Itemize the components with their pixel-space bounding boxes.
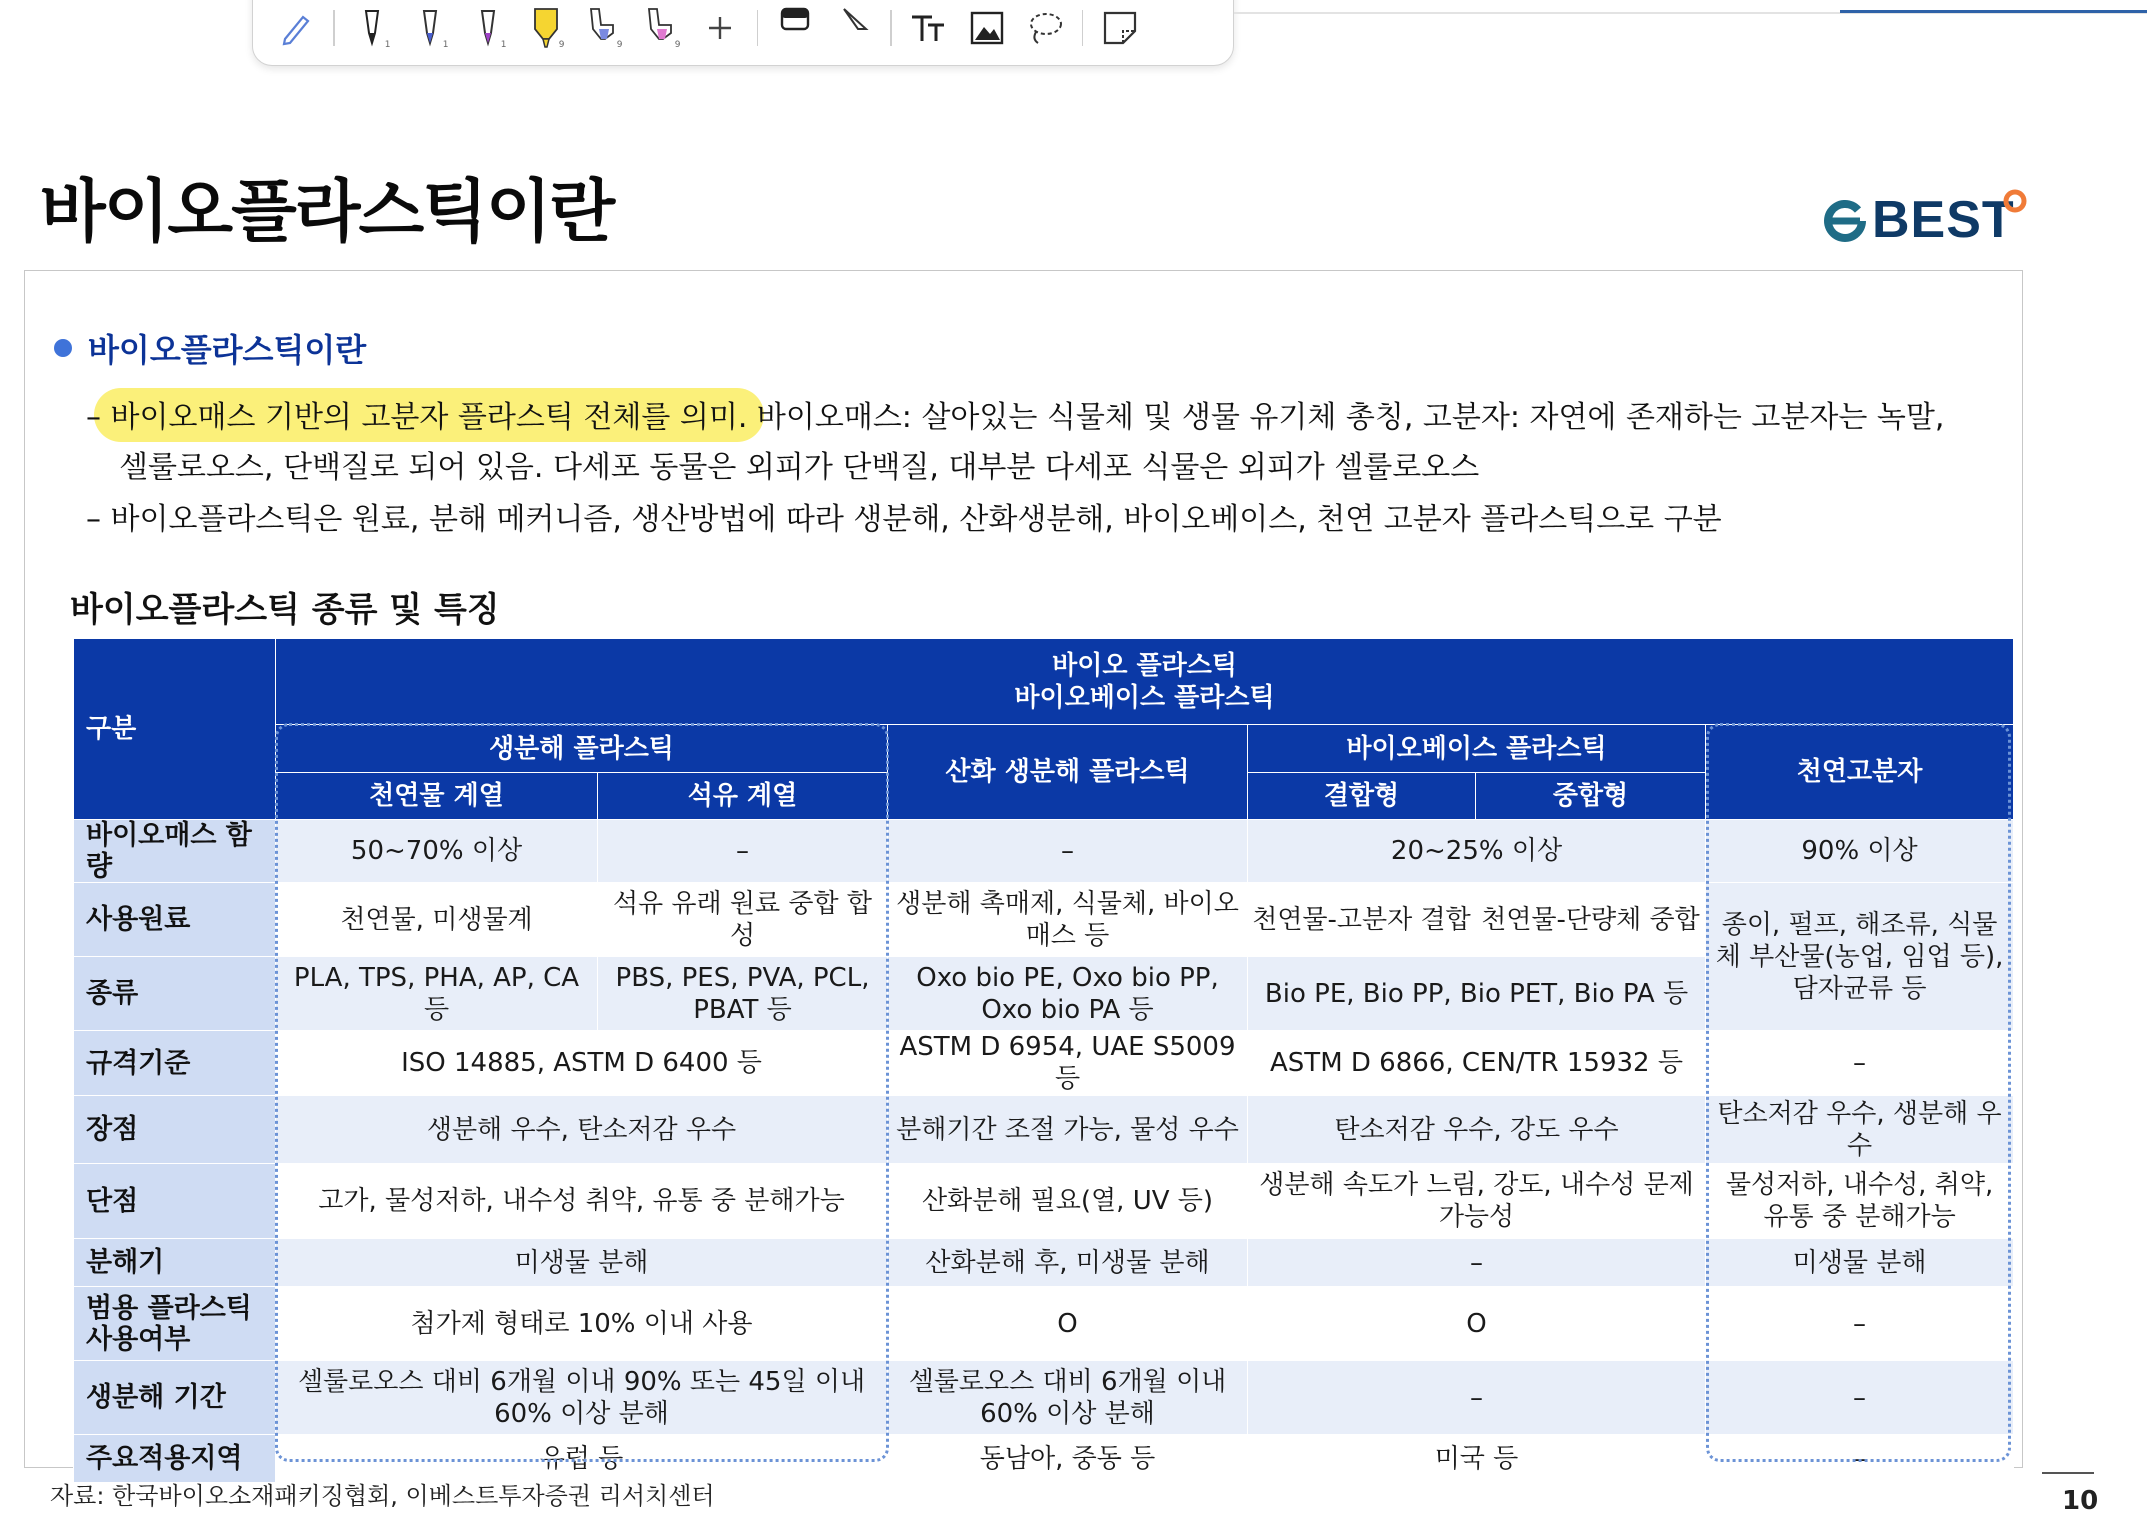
table-cell: 산화분해 필요(열, UV 등) (888, 1164, 1248, 1239)
row-label: 규격기준 (74, 1031, 276, 1096)
highlighter-size-label: 9 (558, 40, 565, 50)
row-label: 장점 (74, 1096, 276, 1164)
highlighter-blue-button[interactable] (575, 0, 633, 58)
table-cell: 첨가제 형태로 10% 이내 사용 (276, 1287, 888, 1361)
image-icon (966, 7, 1008, 49)
table-cell: ASTM D 6954, UAE S5009 등 (888, 1031, 1248, 1096)
source-note: 자료: 한국바이오소재패키징협회, 이베스트투자증권 리서치센터 (50, 1482, 715, 1510)
toolbar-separator (333, 10, 335, 46)
highlighter-size-label: 9 (616, 40, 623, 50)
row-label: 범용 플라스틱 사용여부 (74, 1287, 276, 1361)
add-tool-button[interactable] (691, 0, 749, 58)
bioplastic-table (73, 638, 2014, 1483)
row-label: 바이오매스 함량 (74, 820, 276, 883)
toolbar-separator (890, 10, 892, 46)
table-cell: – (1706, 1435, 2014, 1483)
table-cell: – (888, 820, 1248, 883)
table-cell: – (1706, 1287, 2014, 1361)
ruler-button[interactable] (824, 0, 882, 58)
eraser-icon (774, 7, 816, 49)
header-polymerized: 중합형 (1476, 773, 1706, 820)
text-icon (908, 7, 950, 49)
header-biobased: 바이오베이스 플라스틱 (1248, 725, 1706, 773)
lasso-tool-button[interactable] (1016, 0, 1074, 58)
sticky-note-icon (1099, 7, 1141, 49)
sticky-note-button[interactable] (1091, 0, 1149, 58)
text-tool-button[interactable] (900, 0, 958, 58)
header-oxo-biodegradable: 산화 생분해 플라스틱 (888, 725, 1248, 820)
highlighter-yellow-button[interactable] (517, 0, 575, 58)
table-cell: – (1706, 1031, 2014, 1096)
description-text: 바이오매스: 살아있는 식물체 및 생물 유기체 총칭, 고분자: 자연에 존재하는 고분자는 녹말, (747, 400, 1945, 435)
header-petro-series: 석유 계열 (598, 773, 888, 820)
highlighted-text: – 바이오매스 기반의 고분자 플라스틱 전체를 의미. (86, 400, 748, 435)
header-natural-polymer: 천연고분자 (1706, 725, 2014, 820)
table-row (74, 1096, 2014, 1164)
table-row (74, 1287, 2014, 1361)
drawing-toolbar (252, 0, 1234, 66)
section-heading (54, 325, 366, 371)
header-bioplastic: 바이오 플라스틱 바이오베이스 플라스틱 (276, 639, 2014, 725)
page-number: 10 (2062, 1486, 2099, 1515)
pen-blue-button[interactable] (401, 0, 459, 58)
header-corner: 구분 (74, 639, 276, 820)
plus-icon (699, 7, 741, 49)
table-cell: Oxo bio PE, Oxo bio PP, Oxo bio PA 등 (888, 957, 1248, 1031)
bullet-icon (54, 339, 72, 357)
table-cell: 분해기간 조절 가능, 물성 우수 (888, 1096, 1248, 1164)
table-cell: 탄소저감 우수, 강도 우수 (1248, 1096, 1706, 1164)
table-cell: 천연물-단량체 중합 (1476, 883, 1706, 957)
pen-black-button[interactable] (343, 0, 401, 58)
description-line-1 (86, 392, 1944, 436)
table-cell: ISO 14885, ASTM D 6400 등 (276, 1031, 888, 1096)
header-biodegradable: 생분해 플라스틱 (276, 725, 888, 773)
table-row (74, 1031, 2014, 1096)
table-cell: 물성저하, 내수성, 취약, 유통 중 분해가능 (1706, 1164, 2014, 1239)
table-cell: – (1706, 1361, 2014, 1435)
highlighter-pink-button[interactable] (633, 0, 691, 58)
image-tool-button[interactable] (958, 0, 1016, 58)
toolbar-separator (757, 10, 759, 46)
row-label: 생분해 기간 (74, 1361, 276, 1435)
table-cell: – (1248, 1361, 1706, 1435)
table-cell: O (1248, 1287, 1706, 1361)
table-cell: – (1248, 1239, 1706, 1287)
table-cell: PBS, PES, PVA, PCL, PBAT 등 (598, 957, 888, 1031)
pencil-icon (275, 7, 317, 49)
table-cell: 고가, 물성저하, 내수성 취약, 유통 중 분해가능 (276, 1164, 888, 1239)
table-row (74, 1239, 2014, 1287)
pen-size-label: 1 (442, 40, 449, 50)
table-cell: 생분해 속도가 느림, 강도, 내수성 문제 가능성 (1248, 1164, 1706, 1239)
table-cell: 생분해 우수, 탄소저감 우수 (276, 1096, 888, 1164)
table-title: 바이오플라스틱 종류 및 특징 (70, 590, 500, 630)
eraser-button[interactable] (766, 0, 824, 58)
row-label: 주요적용지역 (74, 1435, 276, 1483)
logo-text: BEST (1872, 191, 2015, 249)
table-row (74, 1164, 2014, 1239)
table-cell: 미생물 분해 (276, 1239, 888, 1287)
table-cell: 미생물 분해 (1706, 1239, 2014, 1287)
section-title: 바이오플라스틱이란 (88, 331, 367, 369)
highlighter-size-label: 9 (674, 40, 681, 50)
table-row (74, 1361, 2014, 1435)
logo-e-mark-icon (1822, 198, 1868, 244)
table-cell: 50~70% 이상 (276, 820, 598, 883)
ebest-logo (1822, 188, 2027, 258)
table-cell: ASTM D 6866, CEN/TR 15932 등 (1248, 1031, 1706, 1096)
header-combined: 결합형 (1248, 773, 1476, 820)
slide-title: 바이오플라스틱이란 (40, 173, 614, 252)
row-label: 종류 (74, 957, 276, 1031)
table-row (74, 883, 2014, 957)
table-cell: 미국 등 (1248, 1435, 1706, 1483)
table-cell: 유럽 등 (276, 1435, 888, 1483)
table-cell: 천연물-고분자 결합 (1248, 883, 1476, 957)
table-cell: PLA, TPS, PHA, AP, CA 등 (276, 957, 598, 1031)
active-tab-indicator (1840, 10, 2147, 13)
description-line-2: – 바이오플라스틱은 원료, 분해 메커니즘, 생산방법에 따라 생분해, 산화생분해, 바이오베이스, 천연 고분자 플라스틱으로 구분 (86, 502, 1722, 537)
pen-purple-button[interactable] (459, 0, 517, 58)
table-cell: O (888, 1287, 1248, 1361)
row-label: 분해기 (74, 1239, 276, 1287)
pen-size-label: 1 (500, 40, 507, 50)
lasso-icon (1024, 7, 1066, 49)
table-cell: 90% 이상 (1706, 820, 2014, 883)
row-label: 단점 (74, 1164, 276, 1239)
table-cell: 천연물, 미생물계 (276, 883, 598, 957)
table-cell: 석유 유래 원료 중합 합성 (598, 883, 888, 957)
table-cell: Bio PE, Bio PP, Bio PET, Bio PA 등 (1248, 957, 1706, 1031)
table-cell: 산화분해 후, 미생물 분해 (888, 1239, 1248, 1287)
table-cell: 20~25% 이상 (1248, 820, 1706, 883)
logo-ring-icon (2002, 188, 2028, 214)
table-cell: 셀룰로오스 대비 6개월 이내 60% 이상 분해 (888, 1361, 1248, 1435)
header-natural-series: 천연물 계열 (276, 773, 598, 820)
toolbar-separator (1082, 10, 1084, 46)
pencil-tool-button[interactable] (267, 0, 325, 58)
table-cell: – (598, 820, 888, 883)
page-number-rule (2042, 1472, 2094, 1474)
row-label: 사용원료 (74, 883, 276, 957)
table-cell: 생분해 촉매제, 식물체, 바이오매스 등 (888, 883, 1248, 957)
pen-size-label: 1 (384, 40, 391, 50)
table-cell: 탄소저감 우수, 생분해 우수 (1706, 1096, 2014, 1164)
description-line-1-continued: 셀룰로오스, 단백질로 되어 있음. 다세포 동물은 외피가 단백질, 대부분 다세포 식물은 외피가 셀룰로오스 (119, 450, 1480, 485)
table-cell: 동남아, 중동 등 (888, 1435, 1248, 1483)
table-row (74, 820, 2014, 883)
table-cell: 종이, 펄프, 해조류, 식물체 부산물(농업, 임업 등), 담자균류 등 (1706, 883, 2014, 1031)
table-cell: 셀룰로오스 대비 6개월 이내 90% 또는 45일 이내 60% 이상 분해 (276, 1361, 888, 1435)
ruler-icon (832, 7, 874, 49)
